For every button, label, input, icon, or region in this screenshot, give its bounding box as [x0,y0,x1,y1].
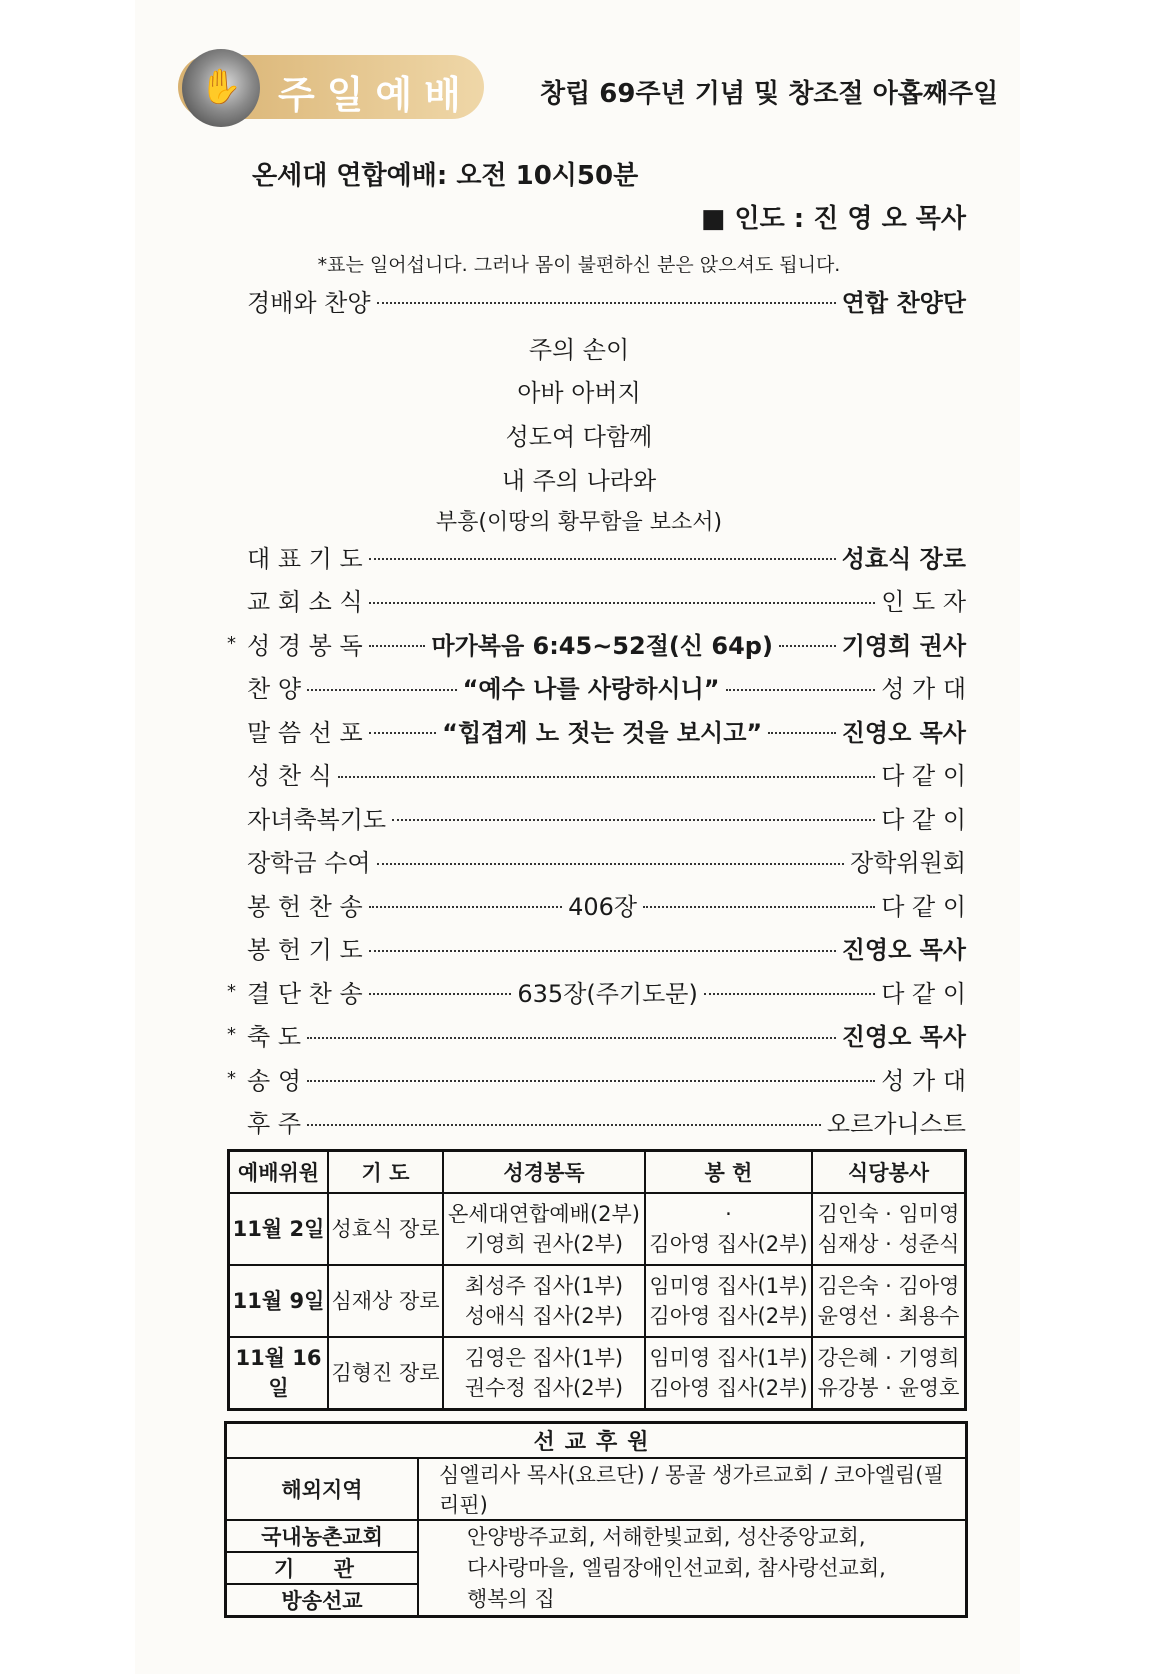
leader-dots [369,558,836,560]
leader-dots [369,906,562,908]
duty-reading-line: 온세대연합예배(2부) [447,1202,641,1226]
order-row [227,1017,966,1053]
duty-header: 식당봉사 [812,1151,966,1194]
duty-prayer: 성효식 장로 [328,1193,443,1265]
table-row [229,1265,966,1337]
leader-dots [369,602,876,604]
order-person: 다 같 이 [881,762,966,790]
order-label: 장학금 수여 [247,849,371,877]
service-subtitle: 창립 69주년 기념 및 창조절 아홉째주일 [540,79,999,109]
duty-offering [645,1265,812,1337]
duty-header-row [229,1151,966,1194]
table-row [229,1193,966,1265]
mission-line: 안양방주교회, 서해한빛교회, 성산중앙교회, [467,1524,866,1549]
duty-dining-line: 강은혜 · 기영희 [817,1346,960,1370]
order-label: 교 회 소 식 [247,588,363,616]
order-person: 성 가 대 [881,675,967,703]
leader-dots [377,863,845,865]
duty-header: 기 도 [328,1151,443,1194]
leader-dots [369,732,437,734]
order-row [227,1060,966,1096]
order-label: 찬 양 [247,675,301,703]
duty-prayer: 심재상 장로 [328,1265,443,1337]
order-person: 다 같 이 [881,979,966,1008]
duty-offering-line: 김아영 집사(2부) [649,1376,808,1400]
order-detail: “힙겹게 노 젓는 것을 보시고” [442,718,763,747]
song-item: 아바 아버지 [517,379,641,407]
praying-hands-icon: ✋ [182,49,260,127]
standing-note: *표는 일어섭니다. 그러나 몸이 불편하신 분은 앉으셔도 됩니다. [317,254,841,276]
mission-label: 국내농촌교회 [226,1520,419,1552]
leader-dots [726,689,876,691]
order-label: 결 단 찬 송 [247,979,363,1008]
duty-reading-line: 최성주 집사(1부) [464,1274,624,1298]
leader-dots [377,302,836,304]
mission-label: 기 관 [226,1552,419,1584]
order-person: 장학위원회 [850,849,966,877]
leader-dots [307,689,457,691]
duty-header: 성경봉독 [443,1151,645,1194]
duty-offering-line: 김아영 집사(2부) [649,1304,808,1328]
duty-dining-line: 윤영선 · 최용수 [817,1304,960,1328]
duty-table [227,1149,967,1411]
mission-header-row [226,1423,967,1459]
duty-reading-line: 기영희 권사(2부) [464,1232,624,1256]
duty-header: 봉 헌 [645,1151,812,1194]
leader-dots [643,906,875,908]
duty-reading-line: 권수정 집사(2부) [464,1376,624,1400]
order-person: 진영오 목사 [841,936,966,964]
order-detail: 635장(주기도문) [517,979,698,1008]
duty-offering [645,1337,812,1410]
duty-offering-line: · [725,1202,732,1226]
duty-reading [443,1265,645,1337]
order-row [247,799,966,835]
duty-reading-line: 김영은 집사(1부) [464,1346,624,1370]
order-person: 성 가 대 [881,1066,966,1095]
duty-dining [812,1193,966,1265]
mission-line: 다사랑마을, 엘림장애인선교회, 참사랑선교회, [467,1555,886,1580]
order-right: 연합 찬양단 [841,288,966,317]
order-row [247,886,966,922]
leader-dots [369,645,426,647]
order-row [247,582,966,618]
duty-date: 11월 16일 [229,1337,329,1410]
order-person: 다 같 이 [881,805,966,834]
order-person: 성효식 장로 [841,544,966,573]
duty-dining [812,1265,966,1337]
order-person: 다 같 이 [881,892,966,921]
order-row [247,712,966,748]
order-row [227,973,966,1009]
song-item: 부흥(이땅의 황무함을 보소서) [435,510,723,535]
order-row [247,1104,966,1140]
duty-reading [443,1337,645,1410]
duty-dining-line: 유강봉 · 윤영호 [817,1376,960,1400]
leader-dots [768,732,836,734]
order-label: 봉 헌 기 도 [247,936,363,964]
order-person: 진영오 목사 [841,718,966,747]
order-label: 송 영 [247,1066,301,1095]
duty-reading-line: 성애식 집사(2부) [464,1304,624,1328]
duty-date: 11월 2일 [229,1193,329,1265]
mission-title: 선교후원 [226,1423,967,1459]
leader-dots [704,993,875,995]
duty-offering-line: 김아영 집사(2부) [649,1232,808,1256]
order-row [247,843,966,879]
order-label: 후 주 [247,1110,301,1138]
standing-mark: * [227,1024,236,1045]
standing-mark: * [227,980,236,1002]
mission-support-table [224,1421,968,1618]
order-row [247,669,966,705]
mission-value: 심엘리사 목사(요르단) / 몽골 생가르교회 / 코아엘림(필리핀) [418,1458,967,1520]
duty-dining-line: 김은숙 · 김아영 [817,1274,960,1298]
order-label: 말 씀 선 포 [247,718,363,747]
order-row [227,625,967,661]
duty-prayer: 김형진 장로 [328,1337,443,1410]
leader-dots [307,1037,836,1039]
leader-dots [307,1080,875,1082]
service-time: 온세대 연합예배: 오전 10시50분 [252,161,639,191]
service-leader: ■ 인도 : 진 영 오 목사 [700,204,966,234]
mission-row-overseas [226,1458,967,1520]
duty-dining [812,1337,966,1410]
song-item: 내 주의 나라와 [501,467,657,495]
order-label: 봉 헌 찬 송 [247,892,363,921]
mission-row-domestic [226,1520,967,1552]
duty-offering-line: 임미영 집사(1부) [649,1346,808,1370]
leader-dots [392,819,875,821]
order-label: 축 도 [247,1023,301,1051]
order-row [247,538,966,574]
duty-offering [645,1193,812,1265]
mission-label: 방송선교 [226,1584,419,1617]
order-label: 경배와 찬양 [247,288,371,317]
order-detail: 406장 [568,892,638,921]
duty-date: 11월 9일 [229,1265,329,1337]
standing-mark: * [227,1067,236,1089]
order-label: 성 경 봉 독 [247,631,363,660]
mission-label: 해외지역 [226,1458,419,1520]
order-person: 진영오 목사 [841,1023,966,1051]
duty-dining-line: 심재상 · 성준식 [817,1232,960,1256]
order-row-opening [247,282,966,318]
table-row [229,1337,966,1410]
order-row [247,930,966,966]
duty-dining-line: 김인숙 · 임미영 [817,1202,960,1226]
order-row [247,756,966,792]
leader-dots [307,1124,821,1126]
order-person: 기영희 권사 [841,631,967,660]
song-item: 주의 손이 [528,336,630,364]
order-detail: “예수 나를 사랑하시니” [462,675,720,703]
mission-line: 행복의 집 [467,1586,555,1611]
leader-dots [369,950,836,952]
leader-dots [779,645,836,647]
order-person: 인 도 자 [881,588,966,616]
duty-header: 예배위원 [229,1151,329,1194]
section-title: 주일예배 [278,73,473,117]
song-item: 성도여 다함께 [505,423,653,451]
order-label: 자녀축복기도 [247,805,387,834]
order-person: 오르가니스트 [826,1110,966,1138]
order-detail: 마가복음 6:45~52절(신 64p) [431,631,773,660]
duty-reading [443,1193,645,1265]
duty-offering-line: 임미영 집사(1부) [649,1274,808,1298]
mission-domestic-list [418,1520,967,1617]
standing-mark: * [227,632,236,654]
order-label: 성 찬 식 [247,762,332,790]
leader-dots [369,993,512,995]
leader-dots [338,776,875,778]
order-label: 대 표 기 도 [247,544,363,573]
